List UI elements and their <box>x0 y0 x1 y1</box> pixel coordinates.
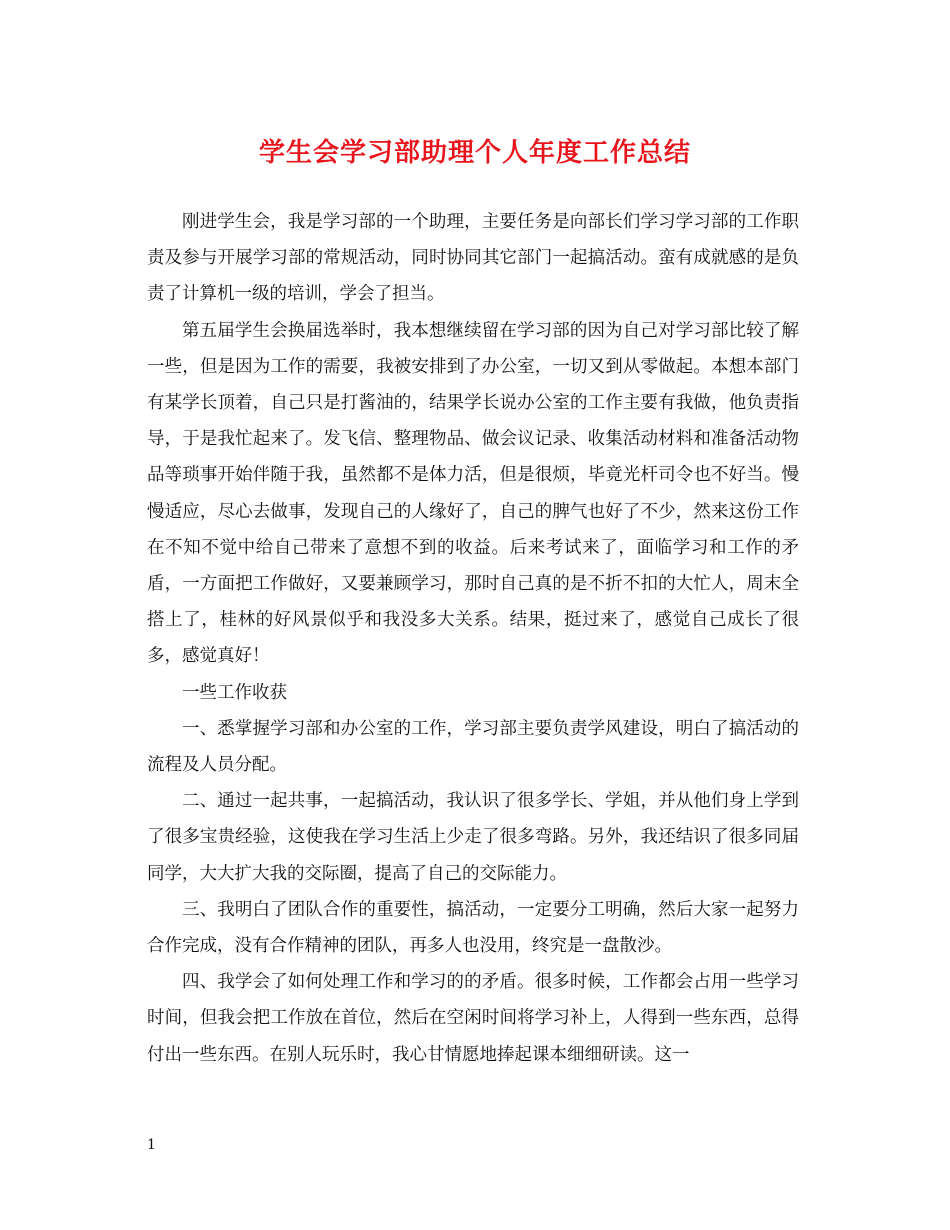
paragraph-gain-4: 四、我学会了如何处理工作和学习的的矛盾。很多时候，工作都会占用一些学习时间，但我会把工作放在首位，然后在空闲时间将学习补上，人得到一些东西，总得付出一些东西。在别人玩乐时，我心甘情愿地捧起课本细细研读。这一 <box>147 972 799 1065</box>
page-number: 1 <box>147 1137 156 1153</box>
paragraph-office-work: 第五届学生会换届选举时，我本想继续留在学习部的因为自己对学习部比较了解一些，但是因为工作的需要，我被安排到了办公室，一切又到从零做起。本想本部门有某学长顶着，自己只是打酱油的，结果学长说办公室的工作主要有我做，他负责指导，于是我忙起来了。发飞信、整理物品、做会议记录、收集活动材料和准备活动物品等琐事开始伴随于我，虽然都不是体力活，但是很烦，毕竟光杆司令也不好当。慢慢适应，尽心去做事，发现自己的人缘好了，自己的脾气也好了不少，然来这份工作在不知不觉中给自己带来了意想不到的收益。后来考试来了，面临学习和工作的矛盾，一方面把工作做好，又要兼顾学习，那时自己真的是不折不扣的大忙人，周末全搭上了，桂林的好风景似乎和我没多大关系。结果，挺过来了，感觉自己成长了很多，感觉真好！ <box>147 320 799 667</box>
paragraph-gain-2: 二、通过一起共事，一起搞活动，我认识了很多学长、学姐，并从他们身上学到了很多宝贵经验，这使我在学习生活上少走了很多弯路。另外，我还结识了很多同届同学，大大扩大我的交际圈，提高了自己的交际能力。 <box>147 791 799 884</box>
paragraph-intro: 刚进学生会，我是学习部的一个助理，主要任务是向部长们学习学习部的工作职责及参与开展学习部的常规活动，同时协同其它部门一起搞活动。蛮有成就感的是负责了计算机一级的培训，学会了担当。 <box>147 212 799 305</box>
document-body <box>147 204 799 1073</box>
section-heading-gains: 一些工作收获 <box>182 682 287 703</box>
paragraph-gain-1: 一、悉掌握学习部和办公室的工作，学习部主要负责学风建设，明白了搞活动的流程及人员分配。 <box>147 718 799 776</box>
document-title: 学生会学习部助理个人年度工作总结 <box>258 138 691 168</box>
paragraph-gain-3: 三、我明白了团队合作的重要性，搞活动，一定要分工明确，然后大家一起努力合作完成，没有合作精神的团队，再多人也没用，终究是一盘散沙。 <box>147 899 799 957</box>
